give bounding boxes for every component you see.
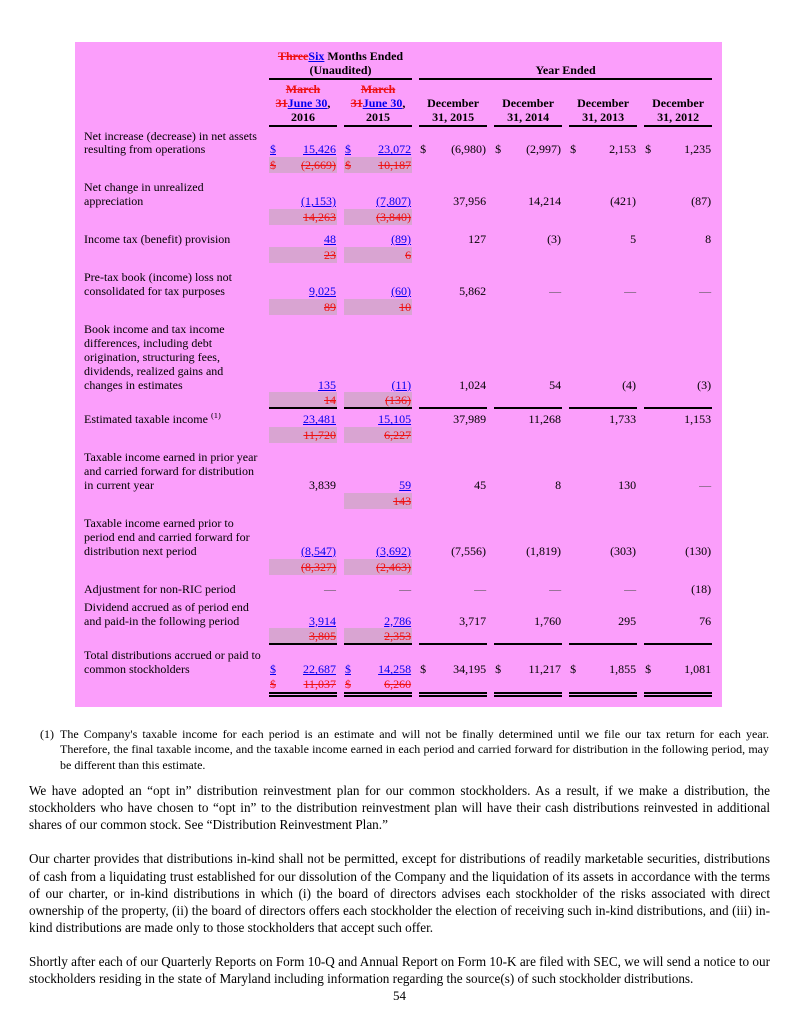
row-label: Income tax (benefit) provision <box>84 233 231 247</box>
months-ended-title: ThreeSix Months Ended <box>277 50 404 63</box>
col-header-q2015: March 31June 30, 2015 <box>344 83 412 126</box>
dollar-sign: $ <box>495 662 502 677</box>
value-cell: 5,862 <box>459 283 487 298</box>
value-cell: 3,914 <box>309 613 336 628</box>
table-row <box>83 451 712 493</box>
value-cell: 59 <box>399 478 412 493</box>
old-value-cell: (2,669) <box>280 157 337 173</box>
table-column-header-row <box>83 83 712 126</box>
old-value-cell: (8,327) <box>269 559 337 575</box>
table-group-header-row <box>83 50 712 79</box>
value-cell: — <box>699 283 712 298</box>
removed-word: Three <box>277 50 309 63</box>
footnote-text: The Company's taxable income for each period is an estimate and will not be finally determined until we file our tax return for each year. Therefore, the final taxable income, and the taxable income earned in each period and carried forward for distribution in the following period, may be different than this estimate. <box>60 727 769 772</box>
table-row-removed <box>83 493 712 509</box>
old-value-cell: 6,260 <box>384 677 412 692</box>
old-value-cell: 11,720 <box>269 427 337 443</box>
value-cell: (1,153) <box>301 194 336 209</box>
table-row <box>83 130 712 158</box>
value-cell: (11) <box>391 377 412 392</box>
value-cell: (303) <box>610 543 637 558</box>
table-row <box>83 583 712 597</box>
value-cell: 1,235 <box>684 142 712 157</box>
value-cell: — <box>549 582 562 596</box>
distributions-table <box>75 42 722 707</box>
value-cell: 34,195 <box>453 662 487 677</box>
col-header-dec2015: December 31, 2015 <box>419 83 487 126</box>
value-cell: 54 <box>549 377 562 392</box>
old-value-cell: (2,463) <box>344 559 412 575</box>
footnote-marker: (1) <box>40 727 54 741</box>
value-cell: — <box>324 582 336 596</box>
table-row-removed <box>83 299 712 315</box>
value-cell: 15,426 <box>303 142 336 157</box>
table-row <box>83 517 712 559</box>
value-cell: 37,956 <box>453 194 487 209</box>
page-number: 54 <box>393 988 406 1003</box>
value-cell: (8,547) <box>301 543 336 558</box>
value-cell: 295 <box>618 613 637 628</box>
financial-table <box>83 50 712 697</box>
dollar-sign: $ <box>345 142 351 157</box>
body-paragraphs <box>29 782 770 1005</box>
table-row-removed <box>83 628 712 644</box>
value-cell: (4) <box>622 377 637 392</box>
value-cell: (18) <box>691 582 712 596</box>
dollar-sign: $ <box>345 662 351 677</box>
added-word: Six <box>308 50 325 63</box>
value-cell: (89) <box>391 233 412 247</box>
dollar-sign: $ <box>344 157 355 173</box>
value-cell: 22,687 <box>303 662 336 677</box>
table-row-removed <box>83 677 712 693</box>
old-value-cell: 14,263 <box>269 209 337 225</box>
table-row <box>83 181 712 209</box>
col-group-months-ended <box>269 50 412 79</box>
value-cell: — <box>624 283 637 298</box>
unaudited-label: (Unaudited) <box>309 62 372 77</box>
value-cell: 2,786 <box>384 613 412 628</box>
old-value-cell: 11,037 <box>303 677 336 692</box>
table-row <box>83 323 712 393</box>
dollar-sign: $ <box>270 662 276 677</box>
value-cell: (87) <box>691 194 712 209</box>
dollar-sign: $ <box>645 142 652 157</box>
value-cell: (2,997) <box>526 142 562 157</box>
dollar-sign: $ <box>270 142 276 157</box>
value-cell: 76 <box>699 613 712 628</box>
old-value-cell: 6 <box>344 247 412 263</box>
value-cell: 37,989 <box>453 413 487 427</box>
total-double-rule <box>83 693 712 696</box>
value-cell: (421) <box>610 194 637 209</box>
row-label: Taxable income earned in prior year and carried forward for distribution in current year <box>84 451 258 493</box>
footnote <box>40 727 769 773</box>
value-cell: 8 <box>705 233 712 247</box>
value-cell: 14,214 <box>528 194 562 209</box>
row-label: Pre-tax book (income) loss not consolidated for tax purposes <box>84 271 232 298</box>
dollar-sign: $ <box>420 142 427 157</box>
table-row <box>83 271 712 299</box>
old-value-cell: 10 <box>344 299 412 315</box>
dollar-sign: $ <box>420 662 427 677</box>
value-cell: (3) <box>547 233 562 247</box>
dollar-sign: $ <box>570 662 577 677</box>
value-cell: 3,717 <box>459 613 487 628</box>
value-cell: 23,072 <box>378 142 412 157</box>
value-cell: 1,081 <box>684 662 712 677</box>
paragraph-opt-in: We have adopted an “opt in” distribution reinvestment plan for our common stockholders. As a result, if we make a distribution, the stockholders who have chosen to “opt in” to the distribution reinvestment plan will have their cash distributions reinvested in additional shares of our common stock. See “Distribution Reinvestment Plan.” <box>29 783 770 833</box>
dollar-sign: $ <box>645 662 652 677</box>
table-row <box>83 233 712 247</box>
value-cell: 15,105 <box>378 413 412 427</box>
row-label: Taxable income earned prior to period end and carried forward for distribution next period <box>84 517 250 558</box>
table-row-removed <box>83 157 712 173</box>
col-header-dec2013: December 31, 2013 <box>569 83 637 126</box>
value-cell: 11,268 <box>528 413 562 427</box>
dollar-sign: $ <box>570 142 577 157</box>
row-label: Dividend accrued as of period end and paid-in the following period <box>84 600 249 628</box>
table-row-removed <box>83 247 712 263</box>
old-value-cell: (3,840) <box>344 209 412 225</box>
old-value-cell: 143 <box>344 493 412 509</box>
row-label: Adjustment for non-RIC period <box>84 582 236 596</box>
footnote-reference: (1) <box>210 413 221 421</box>
old-value-cell: 10,187 <box>355 157 412 173</box>
table-row-removed <box>83 392 712 408</box>
old-value-cell: 2,353 <box>344 628 412 644</box>
value-cell: (1,819) <box>526 543 562 558</box>
value-cell: (6,980) <box>451 142 487 157</box>
value-cell: — <box>699 478 712 493</box>
col-header-q2016: March 31June 30, 2016 <box>269 83 337 126</box>
value-cell: — <box>549 283 562 298</box>
row-label: Estimated taxable income $^{(1)}$ <box>83 413 269 427</box>
old-value-cell: 6,227 <box>344 427 412 443</box>
value-cell: (130) <box>685 543 712 558</box>
old-value-cell: 3,805 <box>269 628 337 644</box>
table-row-removed <box>83 209 712 225</box>
value-cell: (7,556) <box>451 543 487 558</box>
value-cell: 1,760 <box>534 613 562 628</box>
row-label: Total distributions accrued or paid to common stockholders <box>84 649 261 677</box>
table-row-removed <box>83 559 712 575</box>
dollar-sign: $ <box>269 157 280 173</box>
dollar-sign: $ <box>270 677 276 692</box>
paragraph-notice: Shortly after each of our Quarterly Reports on Form 10-Q and Annual Report on Form 10-K are filed with SEC, we will send a notice to our stockholders residing in the state of Maryland including information regarding the source(s) of such stockholder distributions. <box>29 954 770 987</box>
value-cell: 11,217 <box>528 662 562 677</box>
dollar-sign: $ <box>495 142 502 157</box>
value-cell: 1,153 <box>684 413 712 427</box>
value-cell: — <box>474 582 487 596</box>
value-cell: 130 <box>618 478 637 493</box>
value-cell: — <box>399 582 412 596</box>
table-row <box>83 601 712 629</box>
value-cell: 9,025 <box>309 283 336 298</box>
row-label: Book income and tax income differences, including debt origination, structuring fees, dividends, realized gains and changes in estimates <box>84 322 225 392</box>
value-cell: — <box>624 582 637 596</box>
value-cell: 8 <box>555 478 562 493</box>
old-value-cell: 14 <box>269 392 337 408</box>
col-header-dec2014: December 31, 2014 <box>494 83 562 126</box>
old-value-cell: 89 <box>269 299 337 315</box>
value-cell: 1,733 <box>609 413 637 427</box>
value-cell: 127 <box>468 233 487 247</box>
value-cell: 2,153 <box>609 142 637 157</box>
value-cell: (3,692) <box>376 543 412 558</box>
value-cell: 45 <box>474 478 487 493</box>
table-row <box>83 413 712 427</box>
col-header-dec2012: December 31, 2012 <box>644 83 712 126</box>
value-cell: (7,807) <box>376 194 412 209</box>
value-cell: (60) <box>391 283 412 298</box>
col-group-year-ended <box>419 50 712 79</box>
row-label: Net increase (decrease) in net assets resulting from operations <box>84 129 257 157</box>
value-cell: 1,024 <box>459 377 487 392</box>
value-cell: 5 <box>630 233 637 247</box>
table-row <box>83 649 712 677</box>
year-ended-title: Year Ended <box>535 62 596 77</box>
value-cell: 1,855 <box>609 662 637 677</box>
old-value-cell: 23 <box>269 247 337 263</box>
value-cell: (3) <box>697 377 712 392</box>
value-cell: 3,839 <box>309 478 336 493</box>
table-row-removed <box>83 427 712 443</box>
value-cell: 48 <box>324 233 336 247</box>
paragraph-charter: Our charter provides that distributions in-kind shall not be permitted, except for distributions of readily marketable securities, distributions of cash from a liquidating trust established for our dissolution of the Company and the liquidation of its assets in accordance with the terms of our charter, or in-kind distributions in which (i) the board of directors advises each stockholder of the risks associated with direct ownership of the property, (ii) the board of directors offers each stockholder the election of receiving such in-kind distributions, and (iii) in-kind distributions are made only to those stockholders that accept such offer. <box>29 851 770 936</box>
value-cell: 135 <box>318 377 336 392</box>
row-label: Net change in unrealized appreciation <box>84 181 204 209</box>
old-value-cell: (136) <box>344 392 412 408</box>
value-cell: 14,258 <box>378 662 412 677</box>
dollar-sign: $ <box>345 677 351 692</box>
value-cell: 23,481 <box>303 413 336 427</box>
